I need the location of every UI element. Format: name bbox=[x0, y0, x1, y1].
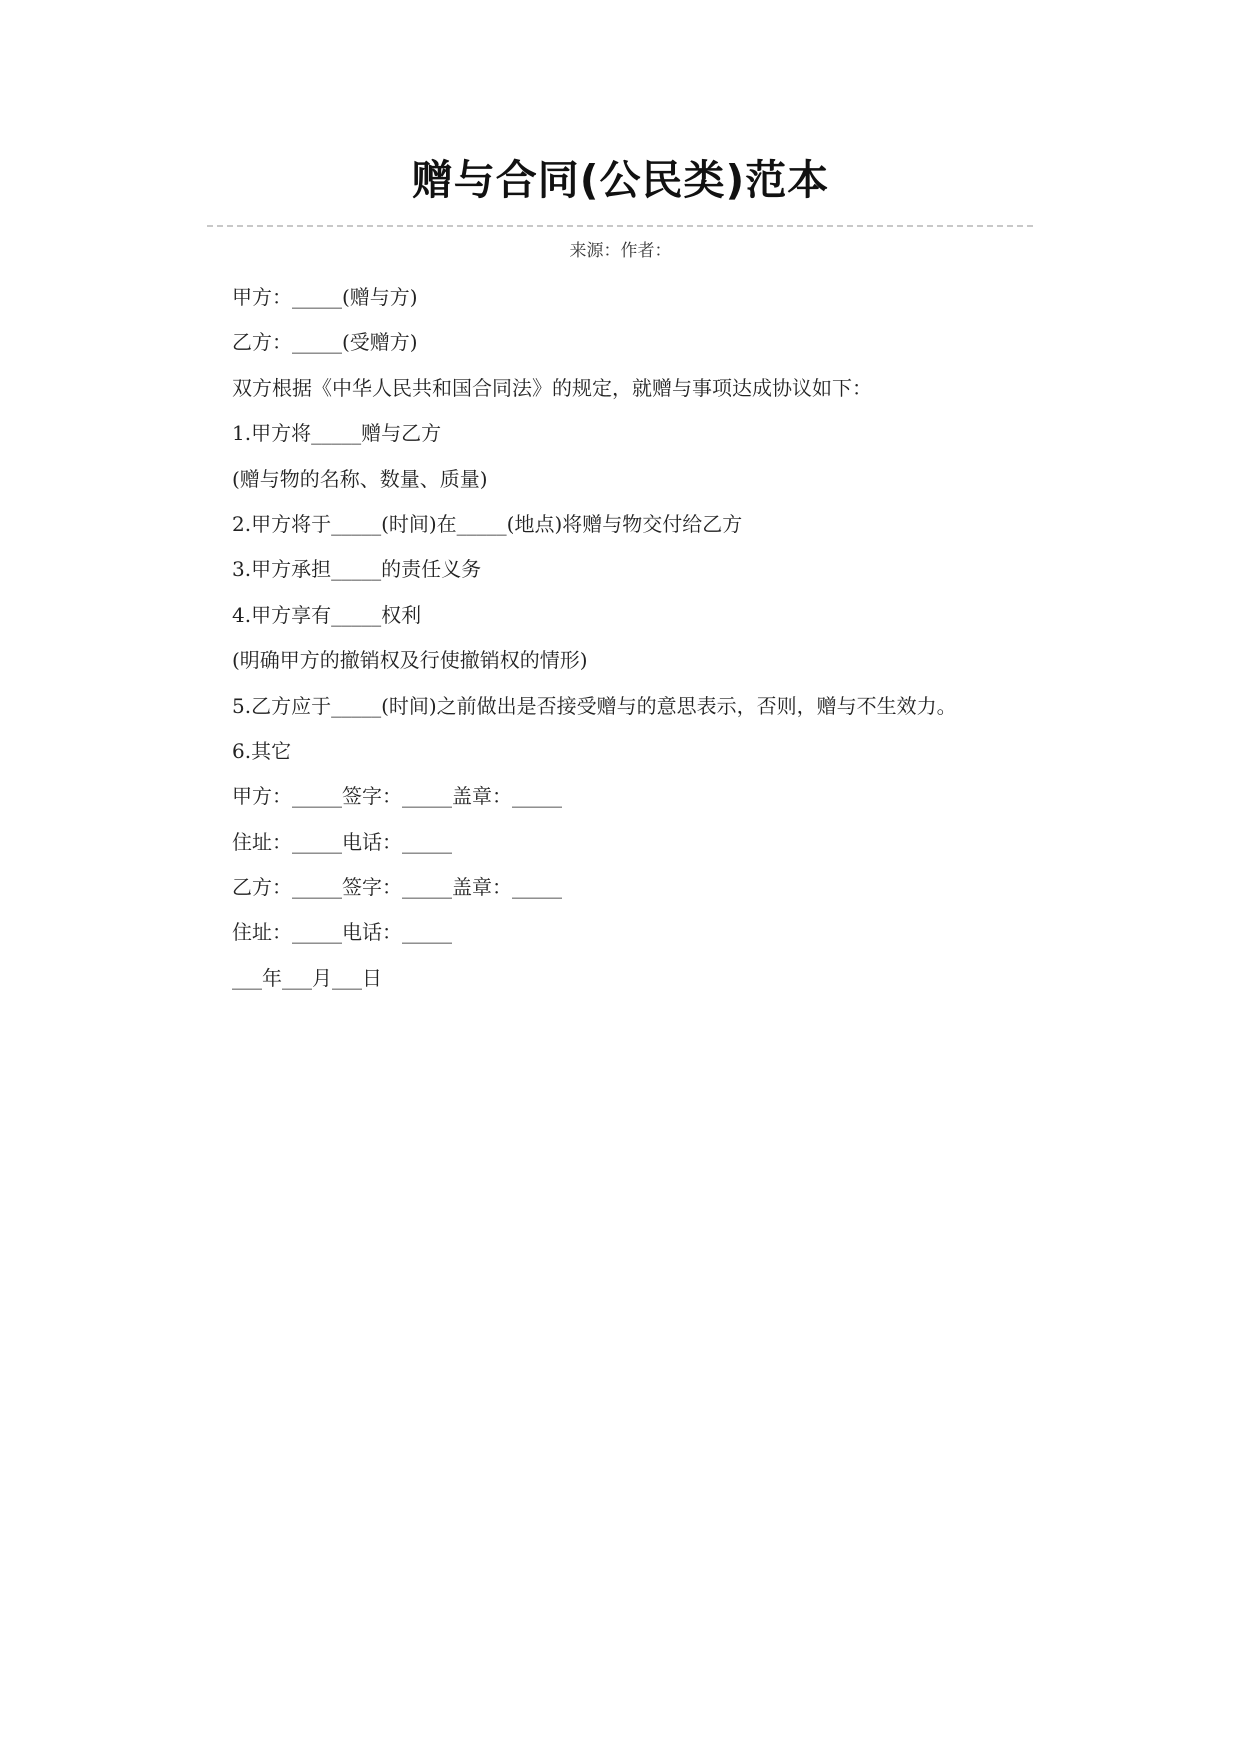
clause-4-note: (明确甲方的撤销权及行使撤销权的情形) bbox=[232, 648, 588, 673]
party-b-line: 乙方：_____(受赠方) bbox=[232, 330, 418, 355]
clause-6: 6.其它 bbox=[232, 738, 292, 763]
party-b-signature-line: 乙方：_____签字：_____盖章：_____ bbox=[232, 875, 562, 900]
title-divider bbox=[207, 225, 1033, 227]
agreement-intro: 双方根据《中华人民共和国合同法》的规定，就赠与事项达成协议如下： bbox=[232, 375, 872, 400]
party-a-line: 甲方：_____(赠与方) bbox=[232, 285, 418, 309]
clause-1: 1.甲方将_____赠与乙方 bbox=[232, 421, 442, 446]
clause-1-note: (赠与物的名称、数量、质量) bbox=[232, 466, 488, 491]
document-title: 赠与合同(公民类)范本 bbox=[411, 156, 830, 204]
clause-4: 4.甲方享有_____权利 bbox=[232, 602, 422, 627]
contract-body bbox=[232, 282, 1032, 1008]
clause-2: 2.甲方将于_____(时间)在_____(地点)将赠与物交付给乙方 bbox=[232, 511, 743, 536]
party-a-signature-line: 甲方：_____签字：_____盖章：_____ bbox=[232, 784, 562, 809]
clause-3: 3.甲方承担_____的责任义务 bbox=[232, 557, 482, 582]
date-line: ___年___月___日 bbox=[232, 965, 382, 990]
party-a-address-line: 住址：_____电话：_____ bbox=[232, 829, 452, 854]
party-b-address-line: 住址：_____电话：_____ bbox=[232, 920, 452, 945]
source-author-line: 来源：作者： bbox=[569, 241, 672, 261]
clause-5: 5.乙方应于_____(时间)之前做出是否接受赠与的意思表示，否则，赠与不生效力。 bbox=[232, 693, 957, 718]
